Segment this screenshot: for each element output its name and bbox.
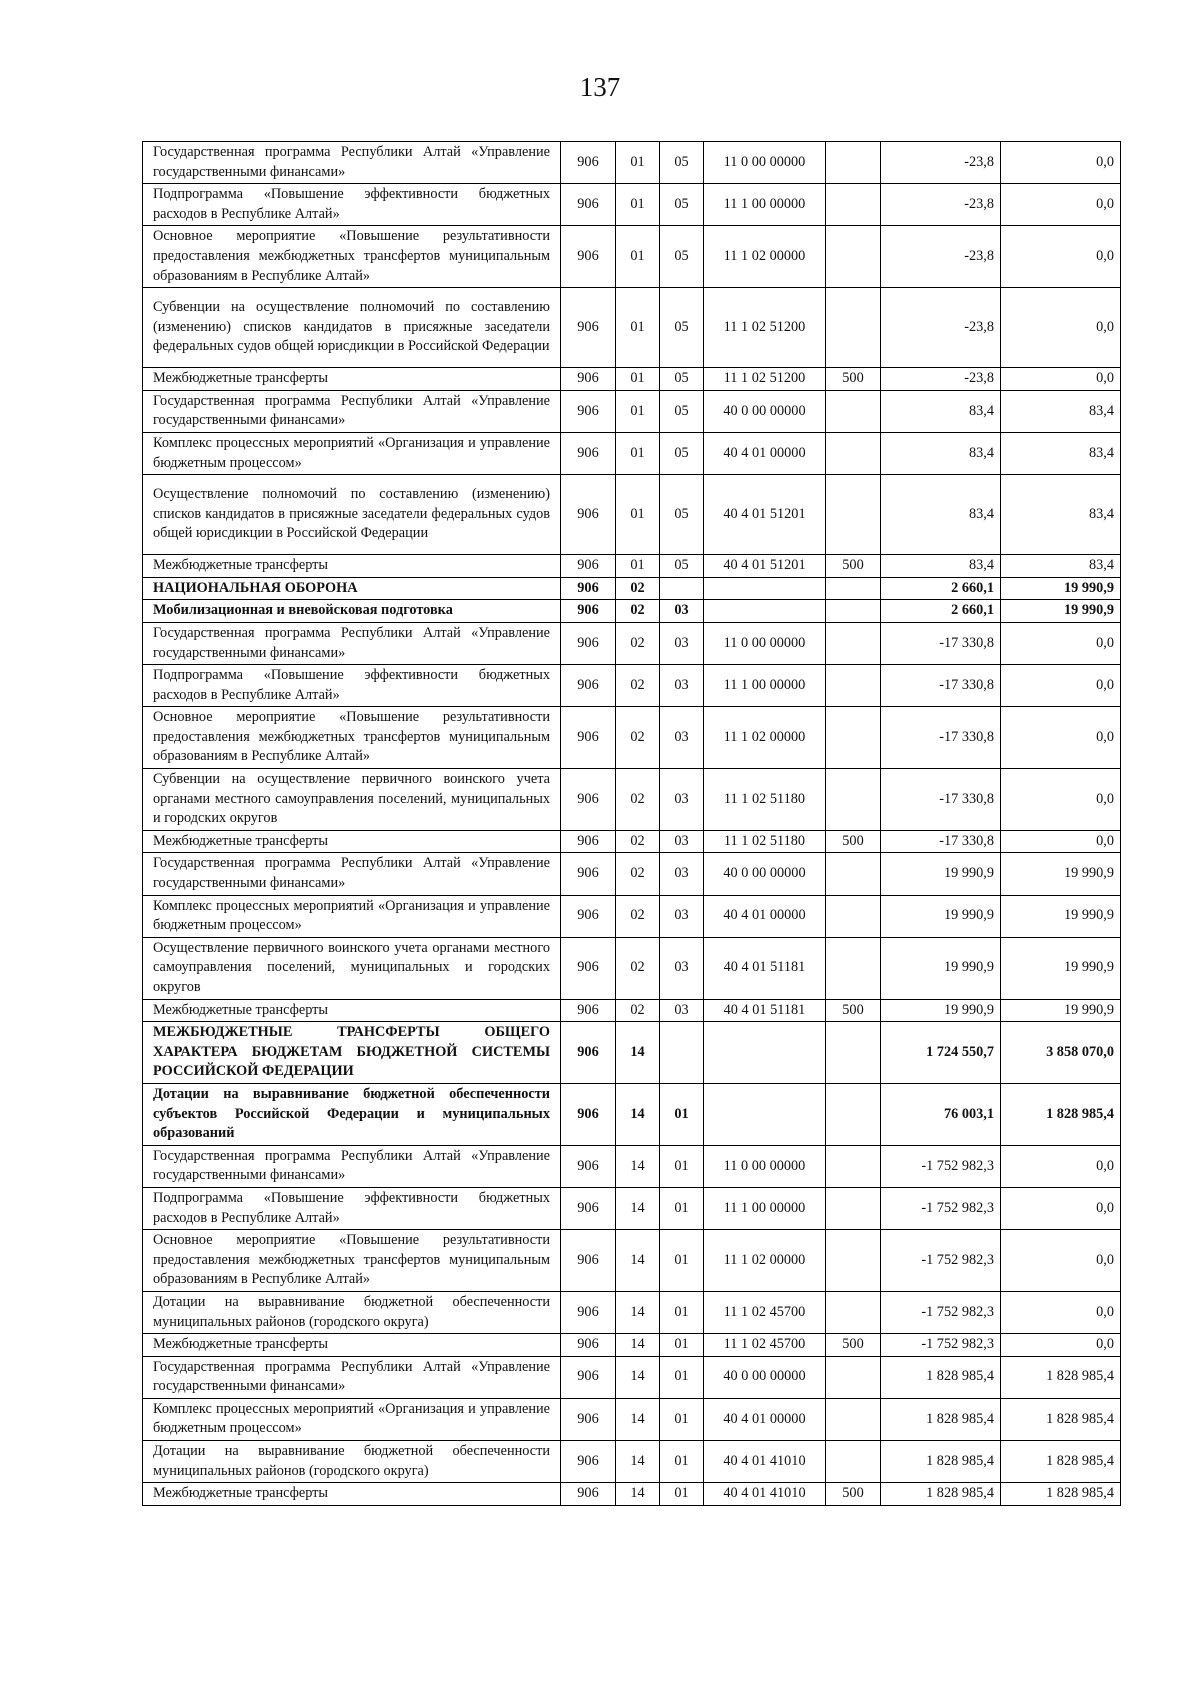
row-ministry-code-cell: 906 [561,1291,616,1333]
row-target-item-cell [704,1083,826,1145]
row-name-cell: НАЦИОНАЛЬНАЯ ОБОРОНА [143,577,561,600]
row-subsection-code-cell: 01 [660,1187,704,1229]
row-ministry-code-cell: 906 [561,600,616,623]
row-target-item-cell [704,577,826,600]
row-expense-type-cell: 500 [826,999,881,1022]
row-amount-year2-cell: 0,0 [1001,226,1121,288]
row-section-code-cell: 02 [616,622,660,664]
row-amount-year2-cell: 19 990,9 [1001,895,1121,937]
row-name-cell: Осуществление полномочий по составлению (изменению) списков кандидатов в присяжные заседатели федеральных судов общей юрисдикции в Российской Федерации [143,475,561,555]
row-subsection-code-cell: 05 [660,390,704,432]
row-name-cell: Государственная программа Республики Алтай «Управление государственными финансами» [143,622,561,664]
row-name-cell: Комплекс процессных мероприятий «Организация и управление бюджетным процессом» [143,1398,561,1440]
row-amount-year2-cell: 0,0 [1001,1145,1121,1187]
row-subsection-code-cell [660,577,704,600]
row-section-code-cell: 01 [616,288,660,368]
row-amount-year2-cell: 3 858 070,0 [1001,1022,1121,1084]
row-amount-year2-cell: 0,0 [1001,368,1121,391]
row-name-cell: Комплекс процессных мероприятий «Организация и управление бюджетным процессом» [143,895,561,937]
row-amount-year2-cell: 1 828 985,4 [1001,1083,1121,1145]
row-ministry-code-cell: 906 [561,390,616,432]
row-amount-year1-cell: -1 752 982,3 [881,1187,1001,1229]
row-amount-year2-cell: 0,0 [1001,288,1121,368]
table-row [143,1356,1121,1398]
row-amount-year1-cell: 1 828 985,4 [881,1483,1001,1506]
table-row [143,475,1121,555]
row-ministry-code-cell: 906 [561,288,616,368]
row-target-item-cell: 40 0 00 00000 [704,853,826,895]
row-ministry-code-cell: 906 [561,142,616,184]
row-amount-year2-cell: 0,0 [1001,1187,1121,1229]
row-name-cell: Дотации на выравнивание бюджетной обеспеченности муниципальных районов (городского округа) [143,1291,561,1333]
row-expense-type-cell [826,577,881,600]
row-name-cell: Государственная программа Республики Алтай «Управление государственными финансами» [143,142,561,184]
row-amount-year1-cell: 2 660,1 [881,577,1001,600]
table-row [143,937,1121,999]
row-ministry-code-cell: 906 [561,853,616,895]
row-target-item-cell: 40 4 01 51181 [704,937,826,999]
table-row [143,895,1121,937]
row-section-code-cell: 01 [616,368,660,391]
row-name-cell: Межбюджетные трансферты [143,1334,561,1357]
table-row [143,368,1121,391]
table-row [143,830,1121,853]
row-section-code-cell: 02 [616,830,660,853]
row-section-code-cell: 02 [616,937,660,999]
budget-table [142,141,1121,1506]
row-expense-type-cell [826,895,881,937]
row-amount-year1-cell: 83,4 [881,390,1001,432]
row-amount-year2-cell: 1 828 985,4 [1001,1398,1121,1440]
row-amount-year2-cell: 83,4 [1001,432,1121,474]
table-row [143,1083,1121,1145]
row-target-item-cell: 11 1 00 00000 [704,665,826,707]
row-expense-type-cell [826,853,881,895]
table-row [143,1483,1121,1506]
row-expense-type-cell: 500 [826,368,881,391]
table-row [143,577,1121,600]
row-section-code-cell: 02 [616,577,660,600]
row-amount-year1-cell: -1 752 982,3 [881,1334,1001,1357]
row-amount-year2-cell: 0,0 [1001,830,1121,853]
row-amount-year2-cell: 0,0 [1001,184,1121,226]
row-section-code-cell: 01 [616,390,660,432]
row-expense-type-cell: 500 [826,1483,881,1506]
row-subsection-code-cell: 03 [660,999,704,1022]
row-subsection-code-cell: 01 [660,1483,704,1506]
row-amount-year2-cell: 83,4 [1001,390,1121,432]
row-section-code-cell: 02 [616,999,660,1022]
table-row [143,142,1121,184]
row-name-cell: Комплекс процессных мероприятий «Организация и управление бюджетным процессом» [143,432,561,474]
table-row [143,600,1121,623]
row-expense-type-cell: 500 [826,1334,881,1357]
row-amount-year1-cell: 19 990,9 [881,937,1001,999]
row-name-cell: Межбюджетные трансферты [143,1483,561,1506]
row-name-cell: Государственная программа Республики Алтай «Управление государственными финансами» [143,853,561,895]
row-amount-year1-cell: 1 828 985,4 [881,1356,1001,1398]
row-ministry-code-cell: 906 [561,1356,616,1398]
row-section-code-cell: 02 [616,707,660,769]
row-amount-year2-cell: 0,0 [1001,769,1121,831]
row-ministry-code-cell: 906 [561,937,616,999]
row-section-code-cell: 14 [616,1441,660,1483]
row-amount-year1-cell: -1 752 982,3 [881,1230,1001,1292]
row-name-cell: Субвенции на осуществление первичного воинского учета органами местного самоуправления поселений, муниципальных и городских округов [143,769,561,831]
row-subsection-code-cell: 05 [660,368,704,391]
row-target-item-cell: 40 0 00 00000 [704,1356,826,1398]
row-ministry-code-cell: 906 [561,830,616,853]
row-target-item-cell: 11 1 02 45700 [704,1291,826,1333]
row-ministry-code-cell: 906 [561,1187,616,1229]
row-expense-type-cell [826,600,881,623]
row-name-cell: Государственная программа Республики Алтай «Управление государственными финансами» [143,390,561,432]
row-target-item-cell: 11 1 02 00000 [704,1230,826,1292]
row-section-code-cell: 01 [616,475,660,555]
table-row [143,226,1121,288]
table-row [143,1230,1121,1292]
row-ministry-code-cell: 906 [561,1334,616,1357]
row-name-cell: Межбюджетные трансферты [143,555,561,578]
row-subsection-code-cell: 03 [660,895,704,937]
table-row [143,707,1121,769]
row-ministry-code-cell: 906 [561,665,616,707]
row-section-code-cell: 02 [616,769,660,831]
row-expense-type-cell [826,1022,881,1084]
row-name-cell: МЕЖБЮДЖЕТНЫЕ ТРАНСФЕРТЫ ОБЩЕГО ХАРАКТЕРА БЮДЖЕТАМ БЮДЖЕТНОЙ СИСТЕМЫ РОССИЙСКОЙ ФЕДЕРАЦИИ [143,1022,561,1084]
row-ministry-code-cell: 906 [561,1230,616,1292]
row-target-item-cell: 40 4 01 51201 [704,555,826,578]
row-ministry-code-cell: 906 [561,895,616,937]
row-section-code-cell: 14 [616,1398,660,1440]
row-ministry-code-cell: 906 [561,707,616,769]
table-row [143,1441,1121,1483]
row-amount-year1-cell: -17 330,8 [881,665,1001,707]
row-amount-year1-cell: -17 330,8 [881,707,1001,769]
row-target-item-cell: 40 4 01 41010 [704,1441,826,1483]
row-section-code-cell: 02 [616,895,660,937]
row-name-cell: Основное мероприятие «Повышение результативности предоставления межбюджетных трансфертов муниципальным образованиям в Республике Алтай» [143,707,561,769]
row-ministry-code-cell: 906 [561,1398,616,1440]
row-amount-year2-cell: 0,0 [1001,707,1121,769]
row-section-code-cell: 01 [616,226,660,288]
row-amount-year2-cell: 19 990,9 [1001,600,1121,623]
row-ministry-code-cell: 906 [561,769,616,831]
table-row [143,184,1121,226]
row-subsection-code-cell: 01 [660,1441,704,1483]
row-amount-year2-cell: 0,0 [1001,665,1121,707]
row-subsection-code-cell: 01 [660,1145,704,1187]
row-subsection-code-cell: 05 [660,184,704,226]
row-target-item-cell: 11 1 02 45700 [704,1334,826,1357]
row-subsection-code-cell: 03 [660,600,704,623]
row-name-cell: Подпрограмма «Повышение эффективности бюджетных расходов в Республике Алтай» [143,665,561,707]
row-target-item-cell: 11 1 02 51180 [704,830,826,853]
row-subsection-code-cell: 01 [660,1398,704,1440]
row-expense-type-cell [826,226,881,288]
row-section-code-cell: 14 [616,1145,660,1187]
row-target-item-cell: 40 4 01 51181 [704,999,826,1022]
row-target-item-cell: 11 0 00 00000 [704,1145,826,1187]
row-subsection-code-cell: 01 [660,1230,704,1292]
row-amount-year2-cell: 0,0 [1001,1291,1121,1333]
row-target-item-cell: 40 4 01 51201 [704,475,826,555]
row-expense-type-cell [826,1291,881,1333]
row-amount-year2-cell: 1 828 985,4 [1001,1483,1121,1506]
row-amount-year2-cell: 83,4 [1001,475,1121,555]
row-amount-year1-cell: -17 330,8 [881,622,1001,664]
row-subsection-code-cell: 03 [660,853,704,895]
row-target-item-cell [704,1022,826,1084]
row-target-item-cell: 40 4 01 00000 [704,432,826,474]
row-section-code-cell: 02 [616,665,660,707]
row-section-code-cell: 14 [616,1083,660,1145]
row-expense-type-cell [826,1145,881,1187]
row-section-code-cell: 01 [616,184,660,226]
row-section-code-cell: 14 [616,1334,660,1357]
row-amount-year2-cell: 1 828 985,4 [1001,1441,1121,1483]
row-amount-year1-cell: -23,8 [881,368,1001,391]
row-amount-year1-cell: 83,4 [881,432,1001,474]
row-target-item-cell: 11 1 02 00000 [704,226,826,288]
row-amount-year1-cell: -23,8 [881,142,1001,184]
row-target-item-cell: 40 4 01 00000 [704,1398,826,1440]
row-name-cell: Дотации на выравнивание бюджетной обеспеченности муниципальных районов (городского округа) [143,1441,561,1483]
table-row [143,1187,1121,1229]
row-name-cell: Подпрограмма «Повышение эффективности бюджетных расходов в Республике Алтай» [143,1187,561,1229]
row-ministry-code-cell: 906 [561,999,616,1022]
row-ministry-code-cell: 906 [561,1145,616,1187]
row-subsection-code-cell: 01 [660,1334,704,1357]
row-ministry-code-cell: 906 [561,1022,616,1084]
row-name-cell: Основное мероприятие «Повышение результативности предоставления межбюджетных трансфертов муниципальным образованиям в Республике Алтай» [143,226,561,288]
row-amount-year1-cell: 76 003,1 [881,1083,1001,1145]
row-target-item-cell: 11 0 00 00000 [704,622,826,664]
row-subsection-code-cell: 05 [660,475,704,555]
row-section-code-cell: 14 [616,1187,660,1229]
row-expense-type-cell [826,1083,881,1145]
row-expense-type-cell [826,622,881,664]
row-name-cell: Субвенции на осуществление полномочий по составлению (изменению) списков кандидатов в присяжные заседатели федеральных судов общей юрисдикции в Российской Федерации [143,288,561,368]
row-expense-type-cell [826,142,881,184]
row-subsection-code-cell: 03 [660,769,704,831]
row-amount-year1-cell: 1 828 985,4 [881,1398,1001,1440]
row-section-code-cell: 14 [616,1356,660,1398]
row-target-item-cell: 40 0 00 00000 [704,390,826,432]
row-ministry-code-cell: 906 [561,475,616,555]
row-amount-year1-cell: -23,8 [881,226,1001,288]
row-ministry-code-cell: 906 [561,1441,616,1483]
row-name-cell: Государственная программа Республики Алтай «Управление государственными финансами» [143,1145,561,1187]
row-target-item-cell: 11 1 00 00000 [704,184,826,226]
row-section-code-cell: 01 [616,142,660,184]
row-subsection-code-cell: 03 [660,622,704,664]
row-ministry-code-cell: 906 [561,622,616,664]
row-expense-type-cell: 500 [826,830,881,853]
row-subsection-code-cell: 03 [660,937,704,999]
row-name-cell: Осуществление первичного воинского учета органами местного самоуправления поселений, муниципальных и городских округов [143,937,561,999]
table-row [143,1145,1121,1187]
row-ministry-code-cell: 906 [561,368,616,391]
row-subsection-code-cell: 03 [660,830,704,853]
table-row [143,390,1121,432]
row-ministry-code-cell: 906 [561,184,616,226]
row-amount-year2-cell: 19 990,9 [1001,853,1121,895]
row-amount-year1-cell: -23,8 [881,288,1001,368]
row-target-item-cell: 11 1 02 51180 [704,769,826,831]
table-row [143,1291,1121,1333]
row-subsection-code-cell: 05 [660,142,704,184]
row-target-item-cell: 40 4 01 41010 [704,1483,826,1506]
row-amount-year2-cell: 19 990,9 [1001,577,1121,600]
row-ministry-code-cell: 906 [561,1083,616,1145]
row-target-item-cell [704,600,826,623]
row-expense-type-cell [826,432,881,474]
row-amount-year2-cell: 0,0 [1001,1230,1121,1292]
row-expense-type-cell [826,1441,881,1483]
row-section-code-cell: 14 [616,1483,660,1506]
row-expense-type-cell [826,769,881,831]
row-section-code-cell: 01 [616,432,660,474]
row-target-item-cell: 11 1 02 51200 [704,288,826,368]
row-subsection-code-cell: 05 [660,226,704,288]
row-amount-year2-cell: 19 990,9 [1001,999,1121,1022]
row-name-cell: Дотации на выравнивание бюджетной обеспеченности субъектов Российской Федерации и муниципальных образований [143,1083,561,1145]
table-row [143,432,1121,474]
row-section-code-cell: 01 [616,555,660,578]
row-section-code-cell: 14 [616,1230,660,1292]
row-amount-year1-cell: -1 752 982,3 [881,1291,1001,1333]
row-name-cell: Государственная программа Республики Алтай «Управление государственными финансами» [143,1356,561,1398]
row-amount-year1-cell: 19 990,9 [881,853,1001,895]
row-section-code-cell: 02 [616,853,660,895]
row-amount-year1-cell: 19 990,9 [881,999,1001,1022]
table-row [143,622,1121,664]
row-ministry-code-cell: 906 [561,577,616,600]
row-expense-type-cell: 500 [826,555,881,578]
row-section-code-cell: 14 [616,1022,660,1084]
row-amount-year1-cell: -17 330,8 [881,830,1001,853]
row-amount-year1-cell: 1 828 985,4 [881,1441,1001,1483]
table-row [143,769,1121,831]
row-amount-year1-cell: -17 330,8 [881,769,1001,831]
row-amount-year2-cell: 1 828 985,4 [1001,1356,1121,1398]
row-target-item-cell: 40 4 01 00000 [704,895,826,937]
row-expense-type-cell [826,390,881,432]
row-name-cell: Основное мероприятие «Повышение результативности предоставления межбюджетных трансфертов муниципальным образованиям в Республике Алтай» [143,1230,561,1292]
row-subsection-code-cell: 01 [660,1291,704,1333]
row-amount-year1-cell: 83,4 [881,555,1001,578]
page-number: 137 [579,72,621,102]
row-ministry-code-cell: 906 [561,1483,616,1506]
row-subsection-code-cell: 05 [660,432,704,474]
row-expense-type-cell [826,288,881,368]
row-name-cell: Подпрограмма «Повышение эффективности бюджетных расходов в Республике Алтай» [143,184,561,226]
row-target-item-cell: 11 1 00 00000 [704,1187,826,1229]
row-target-item-cell: 11 1 02 51200 [704,368,826,391]
row-subsection-code-cell: 05 [660,288,704,368]
row-expense-type-cell [826,1230,881,1292]
row-subsection-code-cell: 05 [660,555,704,578]
row-name-cell: Мобилизационная и вневойсковая подготовка [143,600,561,623]
row-amount-year1-cell: 1 724 550,7 [881,1022,1001,1084]
row-name-cell: Межбюджетные трансферты [143,999,561,1022]
row-target-item-cell: 11 1 02 00000 [704,707,826,769]
table-row [143,1398,1121,1440]
table-row [143,1022,1121,1084]
row-amount-year2-cell: 19 990,9 [1001,937,1121,999]
row-expense-type-cell [826,1356,881,1398]
row-subsection-code-cell: 01 [660,1083,704,1145]
row-amount-year2-cell: 83,4 [1001,555,1121,578]
table-row [143,1334,1121,1357]
row-amount-year2-cell: 0,0 [1001,142,1121,184]
row-subsection-code-cell: 01 [660,1356,704,1398]
row-name-cell: Межбюджетные трансферты [143,368,561,391]
row-ministry-code-cell: 906 [561,555,616,578]
table-row [143,853,1121,895]
row-expense-type-cell [826,665,881,707]
row-ministry-code-cell: 906 [561,226,616,288]
row-expense-type-cell [826,184,881,226]
row-expense-type-cell [826,937,881,999]
table-row [143,288,1121,368]
row-amount-year1-cell: 2 660,1 [881,600,1001,623]
row-expense-type-cell [826,1187,881,1229]
row-amount-year1-cell: -1 752 982,3 [881,1145,1001,1187]
table-row [143,999,1121,1022]
row-ministry-code-cell: 906 [561,432,616,474]
row-section-code-cell: 02 [616,600,660,623]
budget-table-body [143,142,1121,1506]
row-expense-type-cell [826,475,881,555]
row-amount-year1-cell: 19 990,9 [881,895,1001,937]
row-amount-year1-cell: -23,8 [881,184,1001,226]
row-expense-type-cell [826,1398,881,1440]
row-name-cell: Межбюджетные трансферты [143,830,561,853]
row-subsection-code-cell [660,1022,704,1084]
row-amount-year1-cell: 83,4 [881,475,1001,555]
row-subsection-code-cell: 03 [660,665,704,707]
row-section-code-cell: 14 [616,1291,660,1333]
row-amount-year2-cell: 0,0 [1001,622,1121,664]
table-row [143,555,1121,578]
row-amount-year2-cell: 0,0 [1001,1334,1121,1357]
row-expense-type-cell [826,707,881,769]
row-subsection-code-cell: 03 [660,707,704,769]
table-row [143,665,1121,707]
row-target-item-cell: 11 0 00 00000 [704,142,826,184]
